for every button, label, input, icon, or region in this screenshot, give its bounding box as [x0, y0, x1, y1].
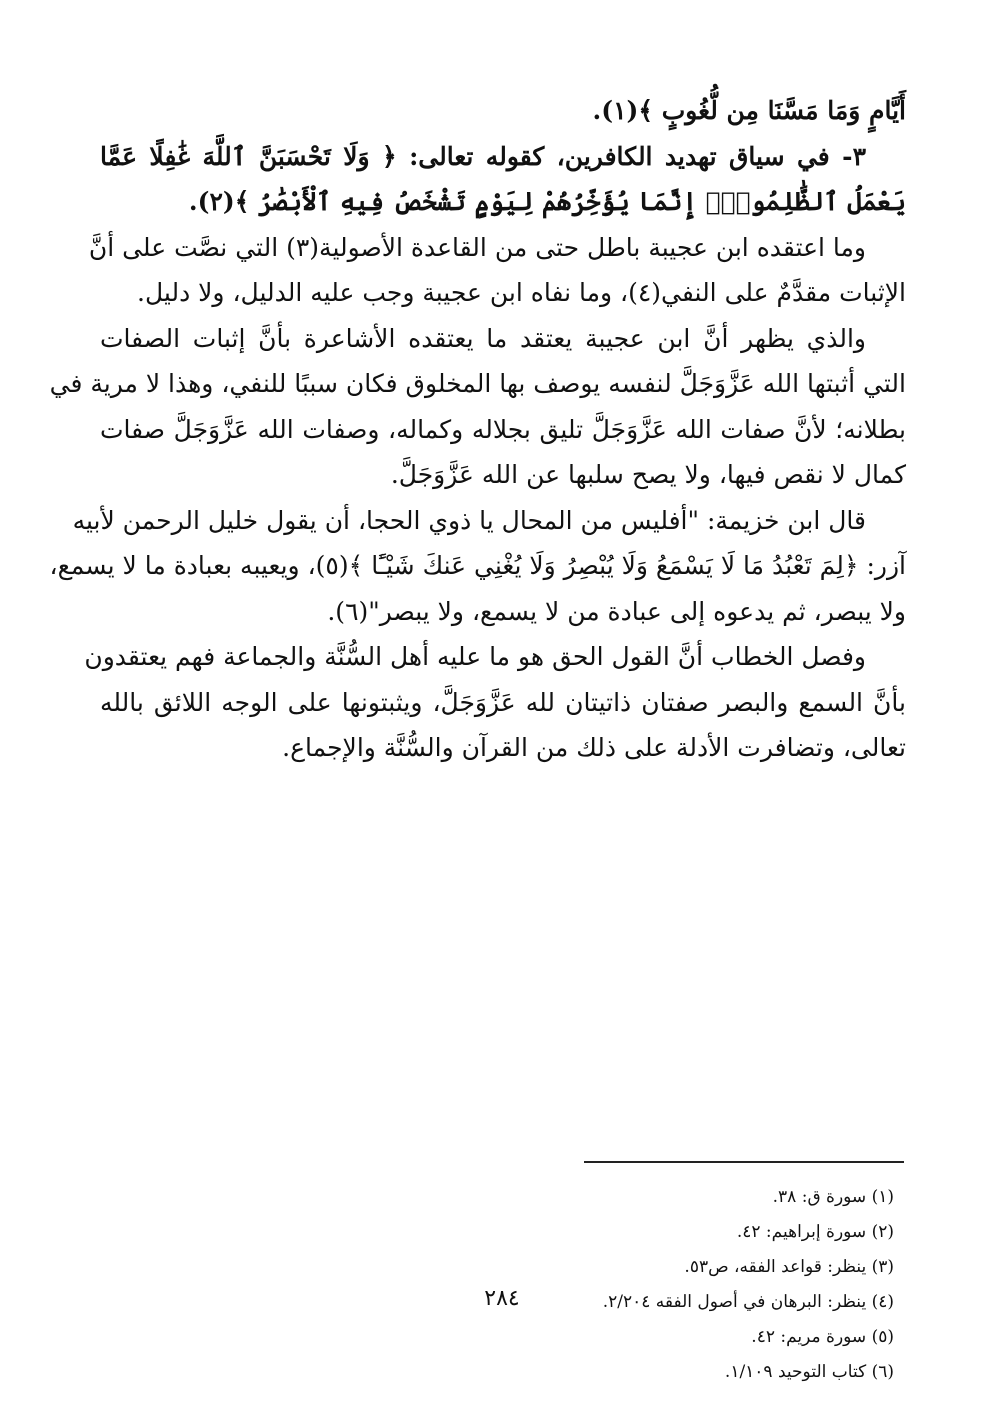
footnote-item: (٢) سورة إبراهيم: ٤٢. [736, 1222, 894, 1242]
paragraph-line: وما اعتقده ابن عجيبة باطل حتى من القاعدة الأصولية(٣) التي نصَّت على أنَّ [88, 232, 866, 262]
footnote-item: (٤) ينظر: البرهان في أصول الفقه ٢/٢٠٤. [602, 1292, 894, 1312]
paragraph-line: وفصل الخطاب أنَّ القول الحق هو ما عليه أهل السُّنَّة والجماعة فهم يعتقدون [84, 642, 866, 671]
paragraph-line: التي أثبتها الله عَزَّوَجَلَّ لنفسه يوصف بها المخلوق فكان سببًا للنفي، وهذا لا مرية في [49, 369, 906, 398]
footnotes [400, 1180, 894, 1390]
paragraph-line: والذي يظهر أنَّ ابن عجيبة يعتقد ما يعتقده الأشاعرة بأنَّ إثبات الصفات [100, 323, 866, 353]
paragraph-line: آزر: ﴿لِمَ تَعْبُدُ مَا لَا يَسْمَعُ وَلَا يُبْصِرُ وَلَا يُغْنِي عَنكَ شَيْـًٔا ﴾(٥)، ويعيبه بعبادة ما لا يسمع، [49, 551, 906, 580]
footnote-item: (١) سورة ق: ٣٨. [772, 1187, 894, 1207]
paragraph-line: كمال لا نقص فيها، ولا يصح سلبها عن الله عَزَّوَجَلَّ. [390, 460, 906, 489]
paragraph-line: بطلانه؛ لأنَّ صفات الله عَزَّوَجَلَّ تليق بجلاله وكماله، وصفات الله عَزَّوَجَلَّ صفات [100, 414, 906, 444]
page-number: ٢٨٤ [484, 1286, 520, 1311]
footnote-item: (٣) ينظر: قواعد الفقه، ص٥٣. [684, 1257, 894, 1277]
paragraph-line: تعالى، وتضافرت الأدلة على ذلك من القرآن والسُّنَّة والإجماع. [282, 733, 906, 762]
verse-line: أَيَّامٍ وَمَا مَسَّنَا مِن لُّغُوبٍ ﴾(١). [592, 96, 906, 125]
paragraph-line: الإثبات مقدَّمٌ على النفي(٤)، وما نفاه ابن عجيبة وجب عليه الدليل، ولا دليل. [137, 278, 906, 307]
body-text [49, 88, 906, 771]
footnote-divider [584, 1161, 904, 1163]
paragraph-line: ولا يبصر، ثم يدعوه إلى عبادة من لا يسمع، ولا يبصر"(٦). [327, 596, 906, 626]
paragraph-line: بأنَّ السمع والبصر صفتان ذاتيتان لله عَزَّوَجَلَّ، ويثبتونها على الوجه اللائق بالله [100, 687, 906, 717]
verse-line: ٣- في سياق تهديد الكافرين، كقوله تعالى: ﴿ وَلَا تَحْسَبَنَّ ٱللَّهَ غَٰفِلًا عَمَّا [100, 141, 866, 171]
footnote-item: (٦) كتاب التوحيد ١/١٠٩. [724, 1362, 894, 1382]
footnote-item: (٥) سورة مريم: ٤٢. [751, 1327, 894, 1347]
paragraph-line: قال ابن خزيمة: "أفليس من المحال يا ذوي الحجا، أن يقول خليل الرحمن لأبيه [72, 505, 866, 535]
verse-line: يَعْمَلُ ٱلظَّٰلِمُونَۚ إِنَّمَا يُؤَخِّرُهُمْ لِيَوْمٍ تَشْخَصُ فِيهِ ٱلْأَبْصَٰرُ ﴾(٢). [188, 187, 906, 216]
